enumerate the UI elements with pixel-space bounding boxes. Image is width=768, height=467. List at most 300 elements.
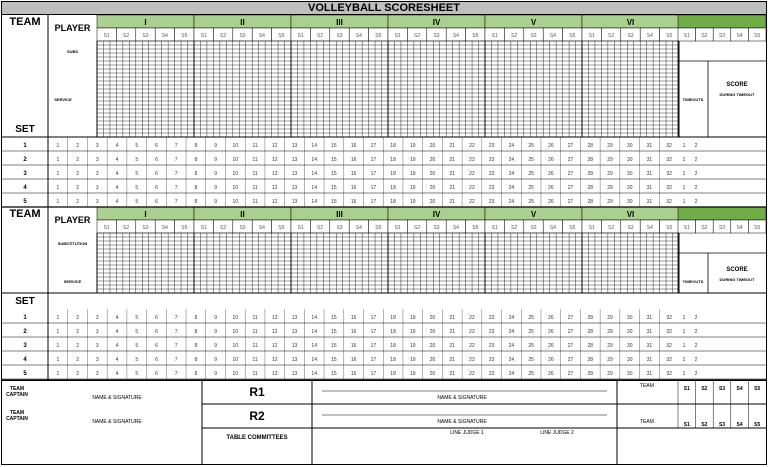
team-captain-label-2: TEAM CAPTAIN — [6, 410, 28, 422]
score-number: 29 — [607, 171, 613, 177]
score-number: 19 — [410, 315, 416, 321]
score-number: 5 — [135, 357, 139, 363]
score-number: 18 — [390, 199, 396, 205]
score-number: 14 — [311, 371, 317, 377]
score-number: 30 — [626, 371, 633, 377]
rotation-label: IV — [432, 18, 441, 27]
score-number: 15 — [331, 143, 337, 149]
slot-label: S5 — [472, 225, 479, 231]
score-number: 17 — [370, 371, 377, 377]
name-signature-label-3: NAME & SIGNATURE — [437, 395, 487, 401]
score-number: 9 — [214, 343, 217, 349]
score-number: 13 — [291, 343, 298, 349]
score-number: 12 — [271, 143, 278, 149]
score-number: 24 — [508, 357, 515, 363]
score-number: 14 — [311, 343, 317, 349]
score-number: 19 — [410, 357, 416, 363]
slot-label: S2 — [317, 225, 324, 231]
line-judge-1-label: LINE JUDGE 1 — [450, 430, 484, 436]
score-number: 16 — [350, 157, 357, 163]
score-number: 6 — [155, 157, 158, 163]
score-number: 12 — [271, 357, 278, 363]
score-number: 11 — [252, 357, 258, 363]
score-number: 3 — [95, 343, 99, 349]
score-number: 27 — [567, 185, 574, 191]
score-number: 12 — [271, 199, 278, 205]
score-number: 4 — [115, 357, 119, 363]
slot-label: S4 — [258, 225, 265, 231]
timeouts-label-1: TIMEOUTS — [682, 96, 704, 102]
score-number: 6 — [155, 315, 158, 321]
score-number: 16 — [350, 185, 357, 191]
score-number: 24 — [508, 371, 515, 377]
score-number: 30 — [626, 199, 633, 205]
score-number: 23 — [488, 171, 495, 177]
rotation-label: VI — [626, 18, 635, 27]
team-label-footer-1: TEAM — [640, 383, 654, 389]
score-number: 28 — [587, 315, 594, 321]
score-number: 20 — [429, 343, 436, 349]
score-number: 18 — [390, 171, 396, 177]
slot-label: S1 — [491, 33, 498, 39]
score-number: 26 — [548, 143, 554, 149]
score-number: 26 — [548, 357, 554, 363]
score-number: 6 — [155, 357, 158, 363]
score-number: 7 — [174, 315, 178, 321]
score-number: 23 — [488, 315, 495, 321]
libero-slot-label: S2 — [701, 33, 708, 39]
score-number: 11 — [252, 343, 258, 349]
set-label-1: SET — [15, 123, 35, 135]
score-number: 16 — [350, 357, 357, 363]
score-number: 7 — [174, 357, 178, 363]
slot-label: S5 — [181, 33, 188, 39]
score-number: 16 — [350, 315, 357, 321]
slot-label: S3 — [142, 225, 149, 231]
score-number: 32 — [666, 343, 672, 349]
score-number: 3 — [95, 143, 99, 149]
score-number: 12 — [271, 157, 278, 163]
score-number: 31 — [646, 329, 653, 335]
name-signature-label-1: NAME & SIGNATURE — [92, 395, 142, 401]
slot-label: S2 — [511, 33, 518, 39]
footer-set-label: S1 — [683, 422, 690, 428]
team-label-2: TEAM — [9, 207, 41, 220]
score-number: 7 — [174, 185, 178, 191]
slot-label: S2 — [414, 33, 421, 39]
score-number: 25 — [528, 343, 534, 349]
score-number: 18 — [390, 371, 396, 377]
slot-label: S1 — [394, 33, 401, 39]
score-number: 23 — [488, 157, 495, 163]
score-number: 27 — [567, 315, 574, 321]
score-number: 23 — [488, 357, 495, 363]
score-number: 15 — [331, 185, 337, 191]
score-number: 13 — [291, 185, 298, 191]
score-number: 25 — [528, 143, 534, 149]
rotation-label: III — [336, 18, 343, 27]
score-number: 7 — [174, 371, 178, 377]
timeout-number: 1 — [682, 371, 686, 377]
footer-set-label: S3 — [718, 422, 726, 428]
score-number: 8 — [194, 315, 198, 321]
score-number: 10 — [232, 357, 239, 363]
score-number: 24 — [508, 185, 515, 191]
score-number: 8 — [194, 343, 198, 349]
slot-label: S4 — [355, 33, 362, 39]
score-number: 18 — [390, 343, 396, 349]
score-number: 9 — [214, 143, 217, 149]
score-number: 8 — [194, 371, 198, 377]
score-number: 16 — [350, 143, 357, 149]
score-number: 2 — [76, 343, 79, 349]
score-number: 20 — [429, 199, 436, 205]
libero-slot-label: S4 — [736, 33, 743, 39]
score-number: 29 — [607, 157, 613, 163]
score-number: 13 — [291, 357, 298, 363]
score-number: 19 — [410, 171, 416, 177]
score-number: 10 — [232, 143, 239, 149]
score-number: 15 — [331, 315, 337, 321]
score-number: 24 — [508, 315, 515, 321]
score-number: 5 — [135, 329, 139, 335]
set-number: 1 — [23, 315, 27, 321]
slot-label: S4 — [646, 33, 653, 39]
slot-label: S4 — [452, 33, 459, 39]
score-label-1: SCORE — [726, 82, 748, 88]
slot-label: S4 — [355, 225, 362, 231]
score-number: 9 — [214, 315, 217, 321]
score-number: 19 — [410, 185, 416, 191]
slot-label: S1 — [394, 225, 401, 231]
rotation-label: II — [240, 18, 245, 27]
footer-set-label: S5 — [754, 386, 761, 392]
score-number: 1 — [56, 157, 60, 163]
score-number: 15 — [331, 357, 337, 363]
slot-label: S3 — [142, 33, 149, 39]
libero-slot-label: S1 — [683, 33, 690, 39]
slot-label: S1 — [103, 33, 110, 39]
score-number: 20 — [429, 371, 436, 377]
score-number: 29 — [607, 329, 613, 335]
score-number: 12 — [271, 171, 278, 177]
score-number: 32 — [666, 329, 672, 335]
score-number: 13 — [291, 329, 298, 335]
score-number: 32 — [666, 199, 672, 205]
slot-label: S5 — [278, 225, 285, 231]
table-committees-label: TABLE COMMITTEES — [226, 435, 288, 441]
scoresheet — [1, 1, 767, 465]
score-number: 30 — [626, 157, 633, 163]
service-label-2: SERVICE — [63, 278, 82, 284]
timeout-number: 1 — [682, 343, 686, 349]
score-number: 15 — [331, 343, 337, 349]
score-number: 3 — [95, 371, 99, 377]
score-number: 14 — [311, 171, 317, 177]
score-number: 22 — [469, 185, 475, 191]
score-number: 8 — [194, 171, 198, 177]
score-number: 12 — [271, 371, 278, 377]
score-number: 20 — [429, 157, 436, 163]
score-number: 5 — [135, 371, 139, 377]
score-number: 25 — [528, 185, 534, 191]
libero-slot-label: S3 — [718, 225, 726, 231]
score-number: 10 — [232, 329, 239, 335]
rotation-label: V — [530, 210, 537, 219]
score-number: 17 — [370, 329, 377, 335]
score-number: 4 — [115, 199, 119, 205]
timeout-number: 1 — [682, 315, 686, 321]
score-number: 3 — [95, 315, 99, 321]
score-number: 1 — [56, 315, 60, 321]
score-number: 1 — [56, 143, 60, 149]
score-number: 17 — [370, 343, 377, 349]
slot-label: S3 — [433, 225, 440, 231]
score-number: 26 — [548, 329, 554, 335]
timeout-number: 2 — [694, 343, 698, 349]
score-number: 3 — [95, 357, 99, 363]
score-number: 32 — [666, 171, 672, 177]
score-number: 18 — [390, 315, 396, 321]
score-number: 21 — [449, 329, 456, 335]
player-label-2: PLAYER — [54, 215, 91, 225]
score-number: 7 — [174, 143, 178, 149]
score-number: 7 — [174, 171, 178, 177]
score-number: 30 — [626, 171, 633, 177]
score-number: 14 — [311, 315, 317, 321]
score-number: 2 — [76, 171, 79, 177]
timeout-number: 2 — [694, 143, 698, 149]
score-number: 18 — [390, 357, 396, 363]
score-number: 31 — [646, 157, 653, 163]
score-number: 2 — [76, 371, 79, 377]
footer-set-label: S2 — [701, 422, 708, 428]
score-number: 25 — [528, 199, 534, 205]
score-number: 22 — [469, 357, 475, 363]
score-number: 20 — [429, 329, 436, 335]
score-number: 13 — [291, 199, 298, 205]
score-number: 20 — [429, 315, 436, 321]
score-number: 22 — [469, 343, 475, 349]
score-number: 31 — [646, 185, 653, 191]
timeout-number: 1 — [682, 199, 686, 205]
score-number: 28 — [587, 357, 594, 363]
score-number: 21 — [449, 143, 456, 149]
score-number: 11 — [252, 329, 258, 335]
score-number: 16 — [350, 199, 357, 205]
score-number: 6 — [155, 343, 158, 349]
player-label-1: PLAYER — [54, 23, 91, 33]
score-number: 24 — [508, 199, 515, 205]
footer-set-label: S2 — [701, 386, 708, 392]
libero-slot-label: S5 — [754, 225, 761, 231]
score-number: 27 — [567, 199, 574, 205]
timeout-number: 2 — [694, 157, 698, 163]
score-number: 5 — [135, 343, 139, 349]
score-number: 23 — [488, 199, 495, 205]
score-number: 5 — [135, 199, 139, 205]
set-label-2: SET — [15, 295, 35, 307]
score-number: 15 — [331, 157, 337, 163]
score-number: 11 — [252, 199, 258, 205]
score-number: 2 — [76, 157, 79, 163]
score-number: 14 — [311, 357, 317, 363]
slot-label: S5 — [181, 225, 188, 231]
score-number: 29 — [607, 357, 613, 363]
score-number: 31 — [646, 171, 653, 177]
score-number: 11 — [252, 143, 258, 149]
set-number: 1 — [23, 143, 27, 149]
score-number: 6 — [155, 171, 158, 177]
score-number: 31 — [646, 343, 653, 349]
timeout-number: 2 — [694, 171, 698, 177]
score-number: 10 — [232, 315, 239, 321]
libero-slot-label: S4 — [736, 225, 743, 231]
score-number: 21 — [449, 343, 456, 349]
score-number: 30 — [626, 343, 633, 349]
score-number: 21 — [449, 199, 456, 205]
score-number: 26 — [548, 185, 554, 191]
set-number: 2 — [23, 329, 27, 335]
slot-label: S4 — [452, 225, 459, 231]
score-number: 31 — [646, 199, 653, 205]
timeout-number: 1 — [682, 185, 686, 191]
rotation-label: V — [530, 18, 537, 27]
score-number: 3 — [95, 157, 99, 163]
score-number: 3 — [95, 329, 99, 335]
score-number: 28 — [587, 143, 594, 149]
score-number: 22 — [469, 315, 475, 321]
score-number: 1 — [56, 371, 60, 377]
score-number: 7 — [174, 329, 178, 335]
score-number: 4 — [115, 371, 119, 377]
score-number: 9 — [214, 185, 217, 191]
score-number: 12 — [271, 343, 278, 349]
score-number: 14 — [311, 329, 317, 335]
rotation-label: I — [144, 210, 147, 219]
score-number: 18 — [390, 143, 396, 149]
score-number: 20 — [429, 357, 436, 363]
score-number: 2 — [76, 357, 79, 363]
slot-label: S2 — [317, 33, 324, 39]
slot-label: S3 — [336, 33, 343, 39]
team-captain-label-1: TEAM CAPTAIN — [6, 386, 28, 398]
libero-slot-label: S1 — [683, 225, 690, 231]
score-number: 9 — [214, 199, 217, 205]
slot-label: S3 — [530, 225, 537, 231]
score-number: 2 — [76, 143, 79, 149]
score-number: 29 — [607, 371, 613, 377]
score-number: 30 — [626, 315, 633, 321]
slot-label: S2 — [608, 33, 615, 39]
slot-label: S1 — [103, 225, 110, 231]
score-number: 13 — [291, 371, 298, 377]
score-number: 29 — [607, 315, 613, 321]
score-number: 1 — [56, 171, 60, 177]
score-number: 16 — [350, 329, 357, 335]
timeout-number: 1 — [682, 157, 686, 163]
score-number: 22 — [469, 199, 475, 205]
footer-set-label: S3 — [718, 386, 726, 392]
score-number: 26 — [548, 157, 554, 163]
timeout-number: 1 — [682, 143, 686, 149]
score-number: 24 — [508, 143, 515, 149]
score-number: 19 — [410, 143, 416, 149]
score-number: 12 — [271, 329, 278, 335]
score-number: 2 — [76, 329, 79, 335]
score-number: 11 — [252, 185, 258, 191]
slot-label: S1 — [491, 225, 498, 231]
set-number: 3 — [23, 343, 27, 349]
score-number: 27 — [567, 329, 574, 335]
score-number: 27 — [567, 357, 574, 363]
score-number: 17 — [370, 157, 377, 163]
score-number: 9 — [214, 357, 217, 363]
footer-set-label: S5 — [754, 422, 761, 428]
score-number: 22 — [469, 329, 475, 335]
score-number: 17 — [370, 171, 377, 177]
slot-label: S4 — [161, 225, 168, 231]
score-number: 32 — [666, 143, 672, 149]
score-number: 1 — [56, 199, 60, 205]
score-number: 14 — [311, 143, 317, 149]
score-number: 29 — [607, 185, 613, 191]
score-number: 7 — [174, 199, 178, 205]
slot-label: S5 — [375, 225, 382, 231]
score-number: 30 — [626, 143, 633, 149]
slot-label: S2 — [608, 225, 615, 231]
score-number: 8 — [194, 199, 198, 205]
score-number: 30 — [626, 329, 633, 335]
score-number: 29 — [607, 143, 613, 149]
score-number: 9 — [214, 171, 217, 177]
libero-header — [678, 207, 766, 220]
score-number: 5 — [135, 143, 139, 149]
line-judge-2-label: LINE JUDGE 2 — [540, 430, 574, 436]
score-number: 9 — [214, 329, 217, 335]
score-number: 21 — [449, 171, 456, 177]
score-number: 28 — [587, 343, 594, 349]
score-number: 27 — [567, 143, 574, 149]
slot-label: S5 — [666, 33, 673, 39]
score-number: 26 — [548, 171, 554, 177]
score-number: 22 — [469, 157, 475, 163]
score-number: 9 — [214, 371, 217, 377]
score-number: 6 — [155, 371, 158, 377]
slot-label: S4 — [258, 33, 265, 39]
score-number: 2 — [76, 315, 79, 321]
score-number: 1 — [56, 343, 60, 349]
rotation-label: IV — [432, 210, 441, 219]
slot-label: S1 — [588, 225, 595, 231]
score-number: 22 — [469, 171, 475, 177]
score-number: 29 — [607, 343, 613, 349]
slot-label: S3 — [627, 225, 634, 231]
score-number: 25 — [528, 315, 534, 321]
score-number: 19 — [410, 199, 416, 205]
score-number: 10 — [232, 199, 239, 205]
score-number: 8 — [194, 157, 198, 163]
score-number: 13 — [291, 315, 298, 321]
score-number: 32 — [666, 371, 672, 377]
score-number: 16 — [350, 171, 357, 177]
score-number: 17 — [370, 185, 377, 191]
timeout-number: 2 — [694, 357, 698, 363]
score-number: 20 — [429, 143, 436, 149]
score-number: 16 — [350, 371, 357, 377]
score-number: 8 — [194, 357, 198, 363]
score-number: 23 — [488, 329, 495, 335]
